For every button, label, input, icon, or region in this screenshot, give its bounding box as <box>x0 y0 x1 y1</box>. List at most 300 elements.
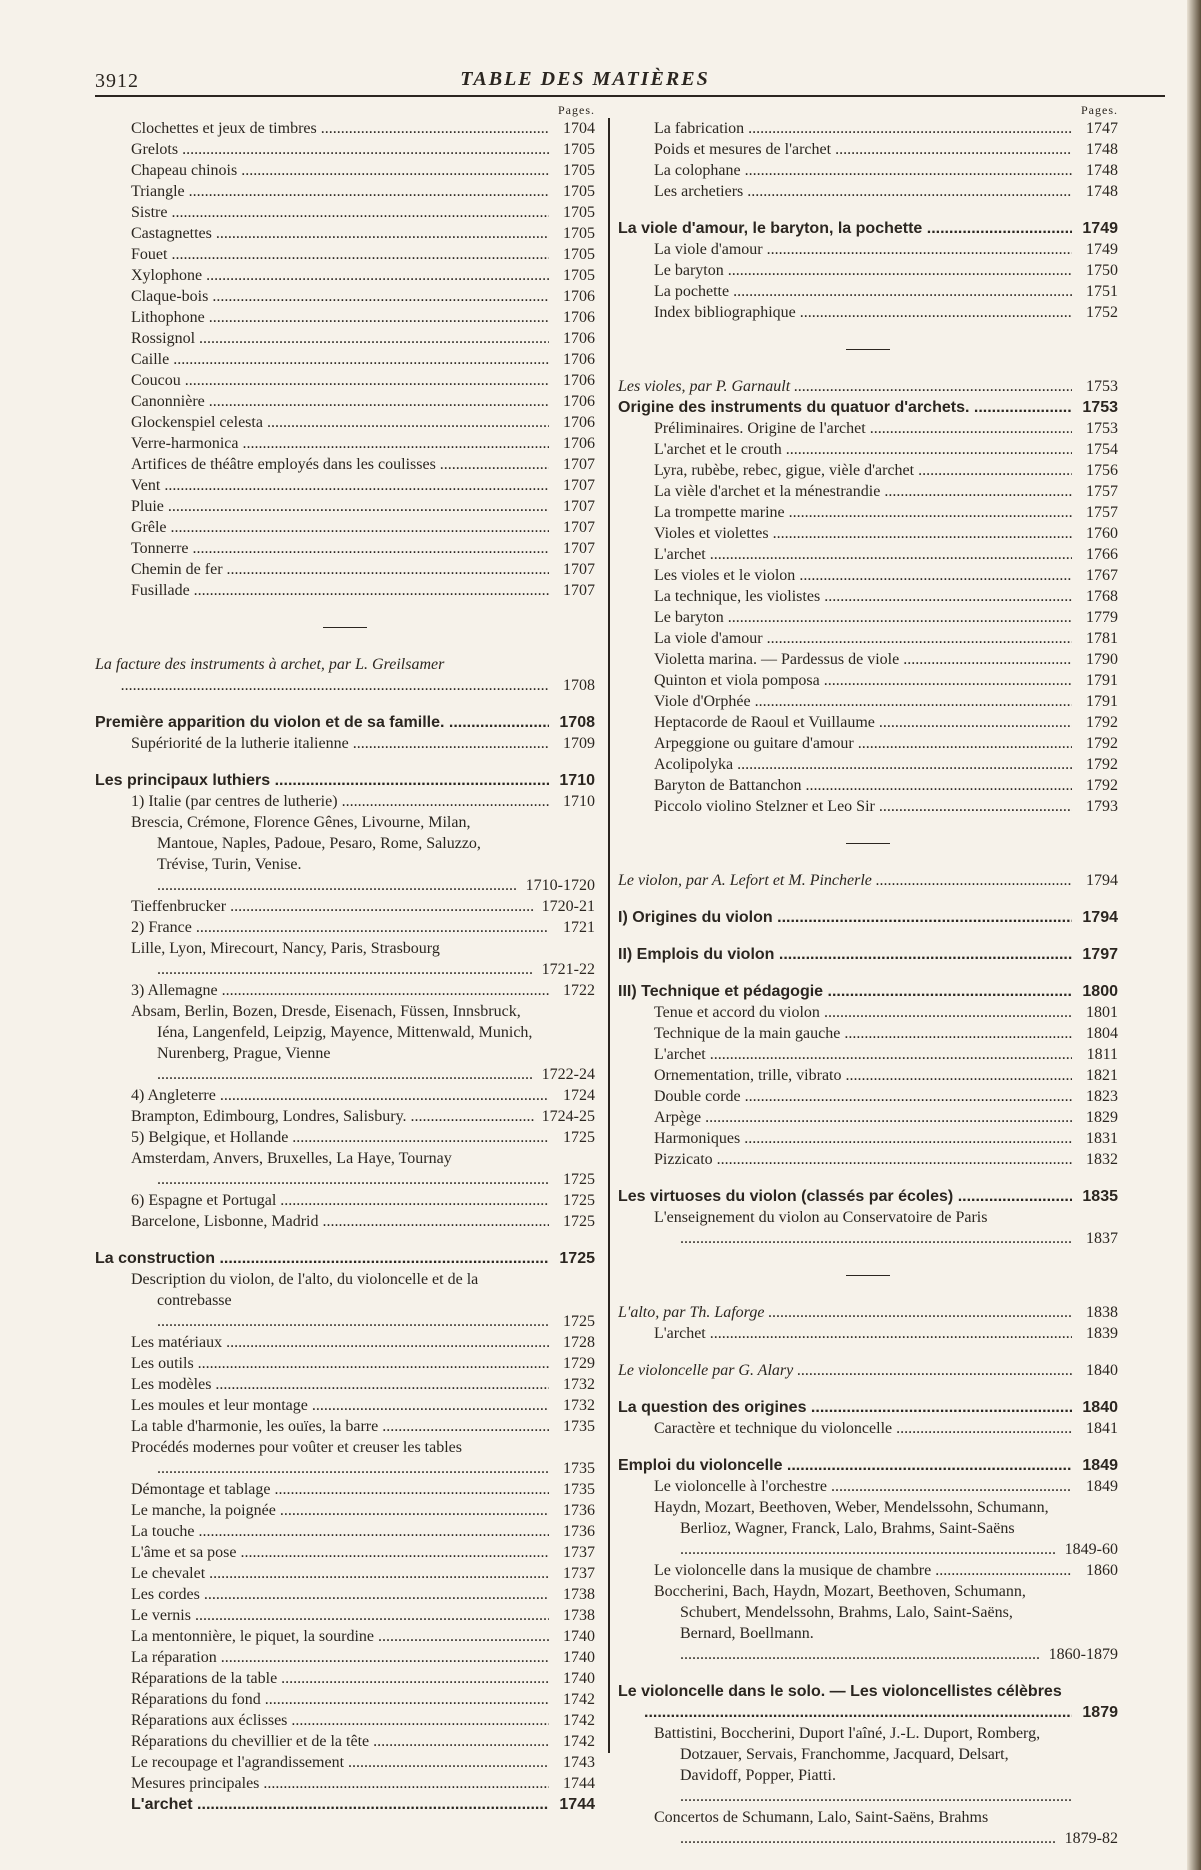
toc-entry-title: Réparations de la table ..... <box>131 1668 549 1689</box>
toc-entry[interactable] <box>95 1148 595 1190</box>
toc-entry[interactable] <box>95 118 595 139</box>
toc-entry-title: Baryton de Battanchon ..... <box>654 775 1072 796</box>
toc-heading[interactable] <box>618 981 1118 1002</box>
toc-entry-title: La viole d'amour ..... <box>654 628 1072 649</box>
toc-entry[interactable] <box>618 181 1118 202</box>
toc-entry[interactable] <box>618 607 1118 628</box>
toc-entry-title: La pochette ..... <box>654 281 1072 302</box>
toc-entry-title: Tonnerre ..... <box>131 538 549 559</box>
toc-page-number: 1725 <box>559 1250 595 1267</box>
toc-entry-title: Claque-bois ..... <box>131 286 549 307</box>
toc-entry[interactable] <box>618 502 1118 523</box>
toc-page-number: 1749 <box>1086 241 1118 258</box>
toc-entry-title: Le recoupage et l'agrandissement ..... <box>131 1752 549 1773</box>
toc-heading[interactable] <box>95 1248 595 1269</box>
toc-page-number: 1849 <box>1082 1457 1118 1474</box>
toc-page-number: 1747 <box>1086 120 1118 137</box>
toc-entry[interactable] <box>95 812 595 896</box>
toc-page-number: 1879-82 <box>1064 1830 1118 1847</box>
toc-entry-title: Artifices de théâtre employés dans les coulisses ..... <box>131 454 549 475</box>
section-separator <box>323 627 367 628</box>
toc-page-number: 1721 <box>563 919 595 936</box>
header-rule <box>95 95 1165 97</box>
toc-entry[interactable] <box>95 265 595 286</box>
toc-entry[interactable] <box>95 496 595 517</box>
toc-entry[interactable] <box>95 938 595 980</box>
toc-page-number: 1740 <box>563 1670 595 1687</box>
toc-entry[interactable] <box>95 181 595 202</box>
toc-entry[interactable] <box>618 1107 1118 1128</box>
toc-entry-title: Index bibliographique ..... <box>654 302 1072 323</box>
toc-entry-title: Arpège ..... <box>654 1107 1072 1128</box>
toc-entry[interactable] <box>95 160 595 181</box>
toc-entry[interactable] <box>618 439 1118 460</box>
toc-page-number: 1794 <box>1086 872 1118 889</box>
toc-page-number: 1791 <box>1086 672 1118 689</box>
toc-entry[interactable] <box>95 1584 595 1605</box>
toc-entry-title: Fouet ..... <box>131 244 549 265</box>
toc-entry[interactable] <box>618 733 1118 754</box>
toc-entry-title: Tenue et accord du violon ..... <box>654 1002 1072 1023</box>
toc-page-number: 1744 <box>563 1775 595 1792</box>
toc-page-number: 1753 <box>1086 420 1118 437</box>
toc-page-number: 1710-1720 <box>525 877 595 894</box>
toc-page-number: 1748 <box>1086 162 1118 179</box>
toc-heading[interactable] <box>618 397 1118 418</box>
toc-entry-title: Rossignol ..... <box>131 328 549 349</box>
toc-page-number: 1792 <box>1086 777 1118 794</box>
toc-page-number: 1732 <box>563 1376 595 1393</box>
toc-entry[interactable] <box>618 1044 1118 1065</box>
toc-entry-title: Lille, Lyon, Mirecourt, Nancy, Paris, Strasbourg ..... <box>131 938 534 980</box>
toc-entry[interactable] <box>618 160 1118 181</box>
toc-entry[interactable] <box>95 1190 595 1211</box>
toc-entry[interactable] <box>618 239 1118 260</box>
toc-entry-title: Démontage et tablage ..... <box>131 1479 549 1500</box>
toc-entry[interactable] <box>95 1752 595 1773</box>
toc-entry-title: Verre-harmonica ..... <box>131 433 549 454</box>
toc-entry-title: III) Technique et pédagogie ..... <box>618 981 1072 1002</box>
toc-entry-title: Les virtuoses du violon (classés par écoles) ..... <box>618 1186 1072 1207</box>
toc-right-column <box>618 103 1118 1849</box>
toc-entry-title: La question des origines ..... <box>618 1397 1072 1418</box>
toc-entry[interactable] <box>95 1127 595 1148</box>
toc-page-number: 1839 <box>1086 1325 1118 1342</box>
toc-entry[interactable] <box>95 1626 595 1647</box>
toc-page-number: 1744 <box>559 1796 595 1813</box>
toc-page-number: 1707 <box>563 477 595 494</box>
toc-entry-title: L'archet ..... <box>654 1044 1072 1065</box>
toc-entry[interactable] <box>95 1437 595 1479</box>
toc-entry[interactable] <box>95 1542 595 1563</box>
toc-entry[interactable] <box>95 1773 595 1794</box>
toc-entry-title: Triangle ..... <box>131 181 549 202</box>
toc-entry-title: Description du violon, de l'alto, du violoncelle et de la contrebasse ..... <box>131 1269 549 1332</box>
toc-page-number: 1811 <box>1086 1046 1118 1063</box>
toc-entry[interactable] <box>618 1086 1118 1107</box>
toc-entry[interactable] <box>95 1731 595 1752</box>
toc-entry-title: Brampton, Edimbourg, Londres, Salisbury. ..... <box>131 1106 534 1127</box>
toc-entry-title: Viole d'Orphée ..... <box>654 691 1072 712</box>
toc-entry[interactable] <box>618 523 1118 544</box>
toc-entry-title: Chemin de fer ..... <box>131 559 549 580</box>
toc-entry-title: La vièle d'archet et la ménestrandie ..... <box>654 481 1072 502</box>
toc-page-number: 1792 <box>1086 714 1118 731</box>
toc-entry[interactable] <box>95 328 595 349</box>
toc-entry-title: Réparations aux éclisses ..... <box>131 1710 549 1731</box>
toc-entry-title: Brescia, Crémone, Florence Gênes, Livourne, Milan, Mantoue, Naples, Padoue, Pesaro, Rome, Saluzzo, Trévise, Turin, Venise. ..... <box>131 812 518 896</box>
toc-page-number: 1722 <box>563 982 595 999</box>
toc-entry-title: Pluie ..... <box>131 496 549 517</box>
toc-entry-title: Les principaux luthiers ..... <box>95 770 549 791</box>
toc-entry[interactable] <box>618 1149 1118 1170</box>
toc-entry[interactable] <box>95 307 595 328</box>
toc-page-number: 1707 <box>563 540 595 557</box>
toc-entry[interactable] <box>618 544 1118 565</box>
toc-entry-title: Harmoniques ..... <box>654 1128 1072 1149</box>
toc-page-number: 1735 <box>563 1460 595 1477</box>
toc-page-number: 1751 <box>1086 283 1118 300</box>
toc-entry[interactable] <box>95 1374 595 1395</box>
toc-entry[interactable] <box>95 733 595 754</box>
toc-entry[interactable] <box>618 481 1118 502</box>
toc-entry[interactable] <box>95 580 595 601</box>
toc-entry[interactable] <box>618 1065 1118 1086</box>
toc-entry[interactable] <box>618 1476 1118 1497</box>
toc-entry[interactable] <box>95 1689 595 1710</box>
toc-page-number: 1794 <box>1082 909 1118 926</box>
toc-entry-title: Les violes et le violon ..... <box>654 565 1072 586</box>
toc-page-number: 1735 <box>563 1481 595 1498</box>
toc-page-number: 1725 <box>563 1129 595 1146</box>
toc-entry-title: Chapeau chinois ..... <box>131 160 549 181</box>
toc-page-number: 1753 <box>1082 399 1118 416</box>
toc-page-number: 1707 <box>563 498 595 515</box>
toc-heading[interactable] <box>95 712 595 733</box>
toc-entry[interactable] <box>95 1500 595 1521</box>
toc-entry-title: Supériorité de la lutherie italienne ..... <box>131 733 549 754</box>
toc-heading[interactable] <box>618 1186 1118 1207</box>
toc-entry-title: La table d'harmonie, les ouïes, la barre ..... <box>131 1416 549 1437</box>
toc-entry-title: La mentonnière, le piquet, la sourdine ..... <box>131 1626 549 1647</box>
toc-entry[interactable] <box>95 433 595 454</box>
toc-heading[interactable] <box>618 870 1118 891</box>
toc-entry[interactable] <box>95 1332 595 1353</box>
section-separator <box>846 1275 890 1276</box>
toc-page-number: 1840 <box>1082 1399 1118 1416</box>
toc-entry[interactable] <box>95 139 595 160</box>
toc-entry-title: I) Origines du violon ..... <box>618 907 1072 928</box>
toc-page-number: 1706 <box>563 288 595 305</box>
toc-page-number: 1736 <box>563 1523 595 1540</box>
toc-page-number: 1849-60 <box>1064 1541 1118 1558</box>
toc-entry[interactable] <box>618 1002 1118 1023</box>
toc-entry[interactable] <box>618 1023 1118 1044</box>
toc-entry-title: L'âme et sa pose ..... <box>131 1542 549 1563</box>
toc-entry[interactable] <box>618 670 1118 691</box>
toc-entry-title: Procédés modernes pour voûter et creuser les tables ..... <box>131 1437 549 1479</box>
toc-entry[interactable] <box>618 260 1118 281</box>
toc-entry[interactable] <box>95 917 595 938</box>
toc-entry[interactable] <box>618 1418 1118 1439</box>
toc-entry[interactable] <box>618 1128 1118 1149</box>
toc-entry-title: Castagnettes ..... <box>131 223 549 244</box>
toc-entry[interactable] <box>95 223 595 244</box>
toc-entry-title: Vent ..... <box>131 475 549 496</box>
toc-entry[interactable] <box>95 244 595 265</box>
toc-page-number: 1729 <box>563 1355 595 1372</box>
toc-entry[interactable] <box>618 1581 1118 1665</box>
toc-heading[interactable] <box>618 218 1118 239</box>
toc-page-number: 1801 <box>1086 1004 1118 1021</box>
toc-entry-title: La construction ..... <box>95 1248 549 1269</box>
toc-entry[interactable] <box>618 628 1118 649</box>
running-title: TABLE DES MATIÈRES <box>460 68 710 90</box>
toc-page-number: 1708 <box>559 714 595 731</box>
toc-entry[interactable] <box>95 980 595 1001</box>
toc-heading[interactable] <box>618 1681 1118 1723</box>
toc-entry[interactable] <box>618 139 1118 160</box>
toc-page-number: 1879 <box>1082 1704 1118 1721</box>
toc-page-number: 1742 <box>563 1733 595 1750</box>
toc-entry[interactable] <box>95 370 595 391</box>
toc-page-number: 1705 <box>563 246 595 263</box>
toc-entry-title: Double corde ..... <box>654 1086 1072 1107</box>
toc-page-number: 1738 <box>563 1607 595 1624</box>
toc-entry-title: Le vernis ..... <box>131 1605 549 1626</box>
toc-page-number: 1821 <box>1086 1067 1118 1084</box>
toc-entry-title: L'archet et le crouth ..... <box>654 439 1072 460</box>
toc-page-number: 1860-1879 <box>1048 1646 1118 1663</box>
page-number: 3912 <box>95 70 139 92</box>
column-divider <box>608 118 610 1753</box>
toc-entry[interactable] <box>95 475 595 496</box>
toc-entry[interactable] <box>95 1521 595 1542</box>
toc-entry-title: Acolipolyka ..... <box>654 754 1072 775</box>
toc-heading[interactable] <box>618 376 1118 397</box>
toc-entry-title: Grelots ..... <box>131 139 549 160</box>
toc-page-number: 1793 <box>1086 798 1118 815</box>
toc-entry-title: Pizzicato ..... <box>654 1149 1072 1170</box>
toc-page-number: 1707 <box>563 456 595 473</box>
toc-entry-title: Boccherini, Bach, Haydn, Mozart, Beethoven, Schumann, Schubert, Mendelssohn, Brahms, Lalo, Saint-Saëns, Bernard, Boellmann. ..... <box>654 1581 1041 1665</box>
toc-entry-title: Réparations du fond ..... <box>131 1689 549 1710</box>
toc-entry-title: 2) France ..... <box>131 917 549 938</box>
toc-entry-title: Violes et violettes ..... <box>654 523 1072 544</box>
toc-page-number: 1742 <box>563 1712 595 1729</box>
toc-page-number: 1732 <box>563 1397 595 1414</box>
toc-entry-title: Le baryton ..... <box>654 260 1072 281</box>
toc-entry[interactable] <box>95 559 595 580</box>
toc-page-number: 1705 <box>563 267 595 284</box>
toc-entry-title: Absam, Berlin, Bozen, Dresde, Eisenach, Füssen, Innsbruck, Iéna, Langenfeld, Leipzig, Mayence, Mittenwald, Munich, Nurenberg, Prague, Vienne ..... <box>131 1001 534 1085</box>
toc-entry[interactable] <box>618 712 1118 733</box>
toc-page-number: 1792 <box>1086 756 1118 773</box>
toc-entry[interactable] <box>95 1353 595 1374</box>
toc-heading[interactable] <box>95 654 595 696</box>
toc-page-number: 1705 <box>563 162 595 179</box>
page-edge-shadow <box>1187 0 1201 1870</box>
toc-page-number: 1706 <box>563 372 595 389</box>
toc-entry-title: Les matériaux ..... <box>131 1332 549 1353</box>
toc-entry-title: 3) Allemagne ..... <box>131 980 549 1001</box>
toc-entry[interactable] <box>95 1479 595 1500</box>
toc-entry-title: Battistini, Boccherini, Duport l'aîné, J.-L. Duport, Romberg, Dotzauer, Servais, Franchomme, Jacquard, Delsart, Davidoff, Popper, Piatti. ..... <box>654 1723 1072 1807</box>
toc-page-number: 1757 <box>1086 504 1118 521</box>
toc-entry[interactable] <box>95 202 595 223</box>
toc-entry[interactable] <box>95 1269 595 1332</box>
toc-entry[interactable] <box>95 1668 595 1689</box>
toc-right-list <box>618 118 1118 1849</box>
toc-heading[interactable] <box>618 1397 1118 1418</box>
toc-entry[interactable] <box>618 754 1118 775</box>
toc-entry-title: Amsterdam, Anvers, Bruxelles, La Haye, Tournay ..... <box>131 1148 549 1190</box>
toc-entry[interactable] <box>95 349 595 370</box>
toc-page-number: 1800 <box>1082 983 1118 1000</box>
toc-page-number: 1724 <box>563 1087 595 1104</box>
toc-page-number: 1705 <box>563 204 595 221</box>
toc-page-number: 1743 <box>563 1754 595 1771</box>
toc-page-number: 1707 <box>563 582 595 599</box>
toc-entry-title: Glockenspiel celesta ..... <box>131 412 549 433</box>
toc-entry[interactable] <box>618 565 1118 586</box>
toc-page-number: 1860 <box>1086 1562 1118 1579</box>
toc-entry[interactable] <box>95 517 595 538</box>
toc-entry-title: Préliminaires. Origine de l'archet ..... <box>654 418 1072 439</box>
toc-page-number: 1740 <box>563 1649 595 1666</box>
toc-entry-title: 4) Angleterre ..... <box>131 1085 549 1106</box>
toc-page-number: 1706 <box>563 414 595 431</box>
toc-entry[interactable] <box>618 418 1118 439</box>
toc-page-number: 1832 <box>1086 1151 1118 1168</box>
toc-entry[interactable] <box>95 791 595 812</box>
toc-entry-title: Les moules et leur montage ..... <box>131 1395 549 1416</box>
toc-entry[interactable] <box>95 1106 595 1127</box>
toc-entry[interactable] <box>618 118 1118 139</box>
toc-entry-title: Le chevalet ..... <box>131 1563 549 1584</box>
toc-entry[interactable] <box>618 1723 1118 1807</box>
toc-page-number: 1835 <box>1082 1188 1118 1205</box>
toc-entry-title: Violetta marina. — Pardessus de viole ..... <box>654 649 1072 670</box>
toc-heading[interactable] <box>618 1360 1118 1381</box>
toc-entry-title: Caille ..... <box>131 349 549 370</box>
toc-entry[interactable] <box>618 691 1118 712</box>
toc-entry[interactable] <box>95 538 595 559</box>
toc-page-number: 1724-25 <box>541 1108 595 1125</box>
pages-column-label: Pages. <box>558 103 595 117</box>
toc-entry[interactable] <box>95 412 595 433</box>
toc-entry-title: Les modèles ..... <box>131 1374 549 1395</box>
toc-entry-title: Mesures principales ..... <box>131 1773 549 1794</box>
toc-page-number: 1706 <box>563 309 595 326</box>
toc-entry-title: Xylophone ..... <box>131 265 549 286</box>
toc-entry-title: II) Emplois du violon ..... <box>618 944 1072 965</box>
toc-entry[interactable] <box>95 1794 595 1815</box>
toc-entry[interactable] <box>618 775 1118 796</box>
toc-page-number: 1706 <box>563 330 595 347</box>
toc-page-number: 1737 <box>563 1565 595 1582</box>
toc-entry-title: Lithophone ..... <box>131 307 549 328</box>
toc-entry[interactable] <box>618 1807 1118 1849</box>
toc-page-number: 1760 <box>1086 525 1118 542</box>
toc-entry-title: La fabrication ..... <box>654 118 1072 139</box>
toc-entry[interactable] <box>618 302 1118 323</box>
toc-heading[interactable] <box>618 907 1118 928</box>
toc-entry-title: 1) Italie (par centres de lutherie) ..... <box>131 791 549 812</box>
toc-heading[interactable] <box>95 770 595 791</box>
toc-entry[interactable] <box>95 391 595 412</box>
toc-entry[interactable] <box>95 896 595 917</box>
toc-entry-title: Le violon, par A. Lefort et M. Pincherle ..... <box>618 870 1072 891</box>
toc-page-number: 1756 <box>1086 462 1118 479</box>
toc-entry[interactable] <box>618 1323 1118 1344</box>
toc-heading[interactable] <box>618 1455 1118 1476</box>
toc-entry[interactable] <box>618 460 1118 481</box>
toc-entry[interactable] <box>618 1207 1118 1249</box>
toc-page-number: 1804 <box>1086 1025 1118 1042</box>
toc-entry[interactable] <box>95 1395 595 1416</box>
toc-entry[interactable] <box>95 1085 595 1106</box>
toc-entry-title: Les violes, par P. Garnault ..... <box>618 376 1072 397</box>
toc-heading[interactable] <box>618 944 1118 965</box>
toc-page-number: 1757 <box>1086 483 1118 500</box>
toc-entry-title: L'archet ..... <box>131 1794 549 1815</box>
toc-page-number: 1829 <box>1086 1109 1118 1126</box>
toc-entry-title: Caractère et technique du violoncelle ..... <box>654 1418 1072 1439</box>
toc-page-number: 1837 <box>1086 1230 1118 1247</box>
toc-page-number: 1722-24 <box>541 1066 595 1083</box>
toc-entry-title: Concertos de Schumann, Lalo, Saint-Saëns, Brahms ..... <box>654 1807 1057 1849</box>
toc-entry-title: Ornementation, trille, vibrato ..... <box>654 1065 1072 1086</box>
toc-entry-title: Les archetiers ..... <box>654 181 1072 202</box>
toc-entry-title: Tieffenbrucker ..... <box>131 896 534 917</box>
toc-page-number: 1790 <box>1086 651 1118 668</box>
toc-entry-title: Origine des instruments du quatuor d'archets. ..... <box>618 397 1072 418</box>
toc-entry-title: Première apparition du violon et de sa famille. ..... <box>95 712 549 733</box>
toc-entry[interactable] <box>618 281 1118 302</box>
toc-entry[interactable] <box>95 286 595 307</box>
toc-page-number: 1735 <box>563 1418 595 1435</box>
toc-page-number: 1721-22 <box>541 961 595 978</box>
toc-entry[interactable] <box>618 1560 1118 1581</box>
toc-entry-title: Canonnière ..... <box>131 391 549 412</box>
toc-entry[interactable] <box>618 1497 1118 1560</box>
toc-entry[interactable] <box>618 649 1118 670</box>
toc-page-number: 1709 <box>563 735 595 752</box>
toc-entry[interactable] <box>95 1416 595 1437</box>
toc-entry-title: Le violoncelle dans le solo. — Les violoncellistes célèbres ..... <box>618 1681 1072 1723</box>
toc-entry[interactable] <box>95 1211 595 1232</box>
section-separator <box>846 349 890 350</box>
toc-page-number: 1748 <box>1086 141 1118 158</box>
toc-heading[interactable] <box>618 1302 1118 1323</box>
toc-entry[interactable] <box>95 1563 595 1584</box>
toc-page-number: 1704 <box>563 120 595 137</box>
toc-entry-title: La viole d'amour ..... <box>654 239 1072 260</box>
toc-entry[interactable] <box>95 1710 595 1731</box>
toc-page-number: 1767 <box>1086 567 1118 584</box>
toc-page-number: 1737 <box>563 1544 595 1561</box>
toc-entry-title: Le manche, la poignée ..... <box>131 1500 549 1521</box>
toc-entry[interactable] <box>618 586 1118 607</box>
toc-entry[interactable] <box>95 454 595 475</box>
toc-page-number: 1728 <box>563 1334 595 1351</box>
toc-entry[interactable] <box>95 1605 595 1626</box>
toc-entry[interactable] <box>95 1001 595 1085</box>
toc-entry[interactable] <box>95 1647 595 1668</box>
toc-entry[interactable] <box>618 796 1118 817</box>
toc-entry-title: Barcelone, Lisbonne, Madrid ..... <box>131 1211 549 1232</box>
